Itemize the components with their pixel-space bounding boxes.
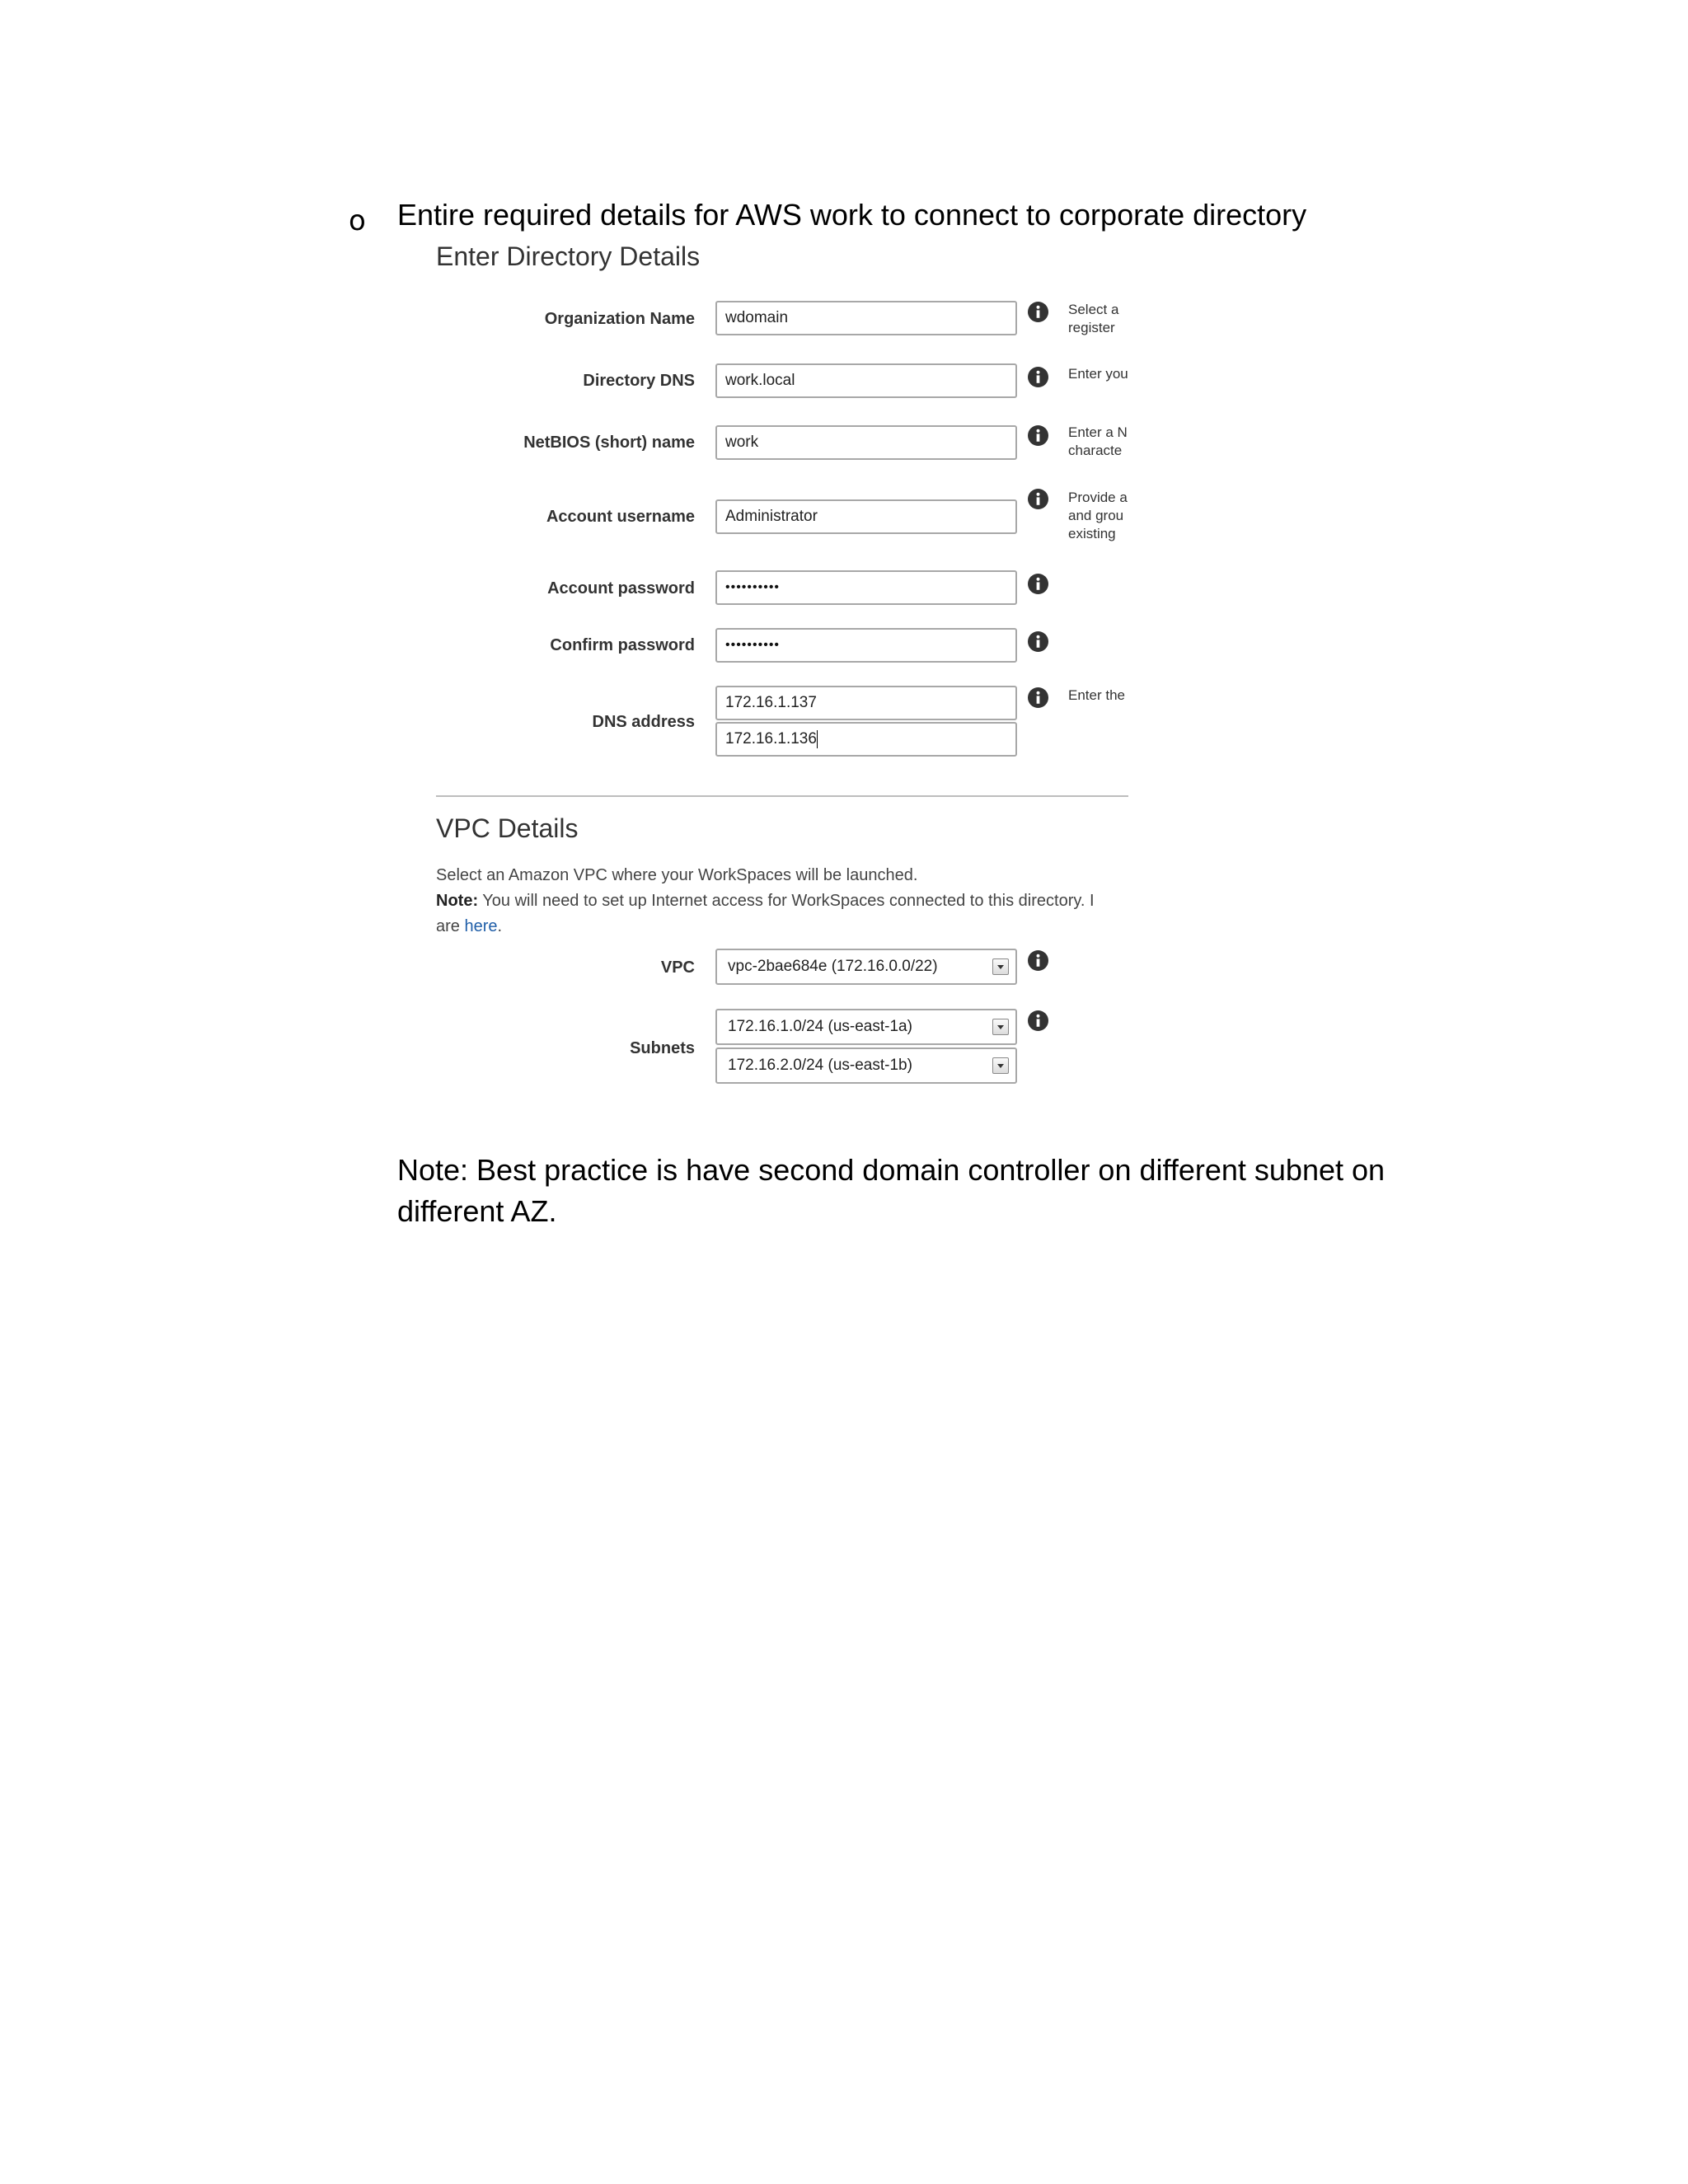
subnet-select-2[interactable] xyxy=(715,1047,1017,1084)
subnet-1-value: 172.16.1.0/24 (us-east-1a) xyxy=(728,1018,912,1035)
vpc-details-heading: VPC Details xyxy=(436,813,579,843)
dns-address-label: DNS address xyxy=(592,713,695,731)
vpc-select[interactable] xyxy=(715,949,1017,985)
here-link[interactable]: here xyxy=(464,917,498,935)
info-icon[interactable] xyxy=(1028,687,1048,708)
list-bullet: o xyxy=(349,204,366,237)
subnets-label: Subnets xyxy=(630,1039,695,1057)
dns-address-input-2[interactable] xyxy=(715,722,1017,757)
section-divider xyxy=(436,795,1128,797)
bullet-text: Entire required details for AWS work to connect to corporate directory xyxy=(397,198,1307,232)
info-icon[interactable] xyxy=(1028,489,1048,509)
netbios-help: Enter a N characte xyxy=(1068,424,1128,458)
account-username-help: Provide a and grou existing xyxy=(1068,490,1128,541)
info-icon[interactable] xyxy=(1028,574,1048,594)
account-username-input[interactable]: Administrator xyxy=(715,499,1017,534)
chevron-down-icon[interactable] xyxy=(992,1057,1009,1074)
directory-dns-input[interactable]: work.local xyxy=(715,363,1017,398)
confirm-password-label: Confirm password xyxy=(550,636,695,654)
info-icon[interactable] xyxy=(1028,302,1048,322)
vpc-period: . xyxy=(497,917,503,935)
directory-dns-help: Enter you xyxy=(1068,366,1128,382)
vpc-note-text: You will need to set up Internet access for WorkSpaces connected to this directory. I xyxy=(478,892,1095,910)
vpc-description: Select an Amazon VPC where your WorkSpaces will be launched. xyxy=(436,866,918,884)
vpc-label: VPC xyxy=(660,958,695,977)
vpc-note xyxy=(436,892,1095,911)
info-icon[interactable] xyxy=(1028,367,1048,387)
dns-address-help: Enter the xyxy=(1068,687,1125,703)
org-name-help: Select a register xyxy=(1068,302,1119,335)
info-icon[interactable] xyxy=(1028,425,1048,446)
org-name-label: Organization Name xyxy=(544,310,695,328)
account-password-input[interactable]: •••••••••• xyxy=(715,570,1017,605)
org-name-input[interactable]: wdomain xyxy=(715,301,1017,335)
best-practice-note: Note: Best practice is have second domain controller on different subnet on different AZ. xyxy=(397,1153,1386,1228)
text-caret xyxy=(817,730,818,748)
subnet-2-value: 172.16.2.0/24 (us-east-1b) xyxy=(728,1057,912,1074)
info-icon[interactable] xyxy=(1028,631,1048,652)
dns-address-input-1[interactable]: 172.16.1.137 xyxy=(715,686,1017,720)
vpc-note-label: Note: xyxy=(436,892,479,910)
directory-details-heading: Enter Directory Details xyxy=(436,241,701,271)
chevron-down-icon[interactable] xyxy=(992,1019,1009,1035)
chevron-down-icon[interactable] xyxy=(992,958,1009,975)
vpc-select-value: vpc-2bae684e (172.16.0.0/22) xyxy=(728,958,938,975)
screenshot-aws-workspaces-form xyxy=(436,235,1128,1096)
dns-address-2-value: 172.16.1.136 xyxy=(725,730,817,748)
info-icon[interactable] xyxy=(1028,950,1048,971)
netbios-label: NetBIOS (short) name xyxy=(523,434,695,452)
netbios-input[interactable]: work xyxy=(715,425,1017,460)
account-username-label: Account username xyxy=(546,508,695,526)
subnet-select-1[interactable] xyxy=(715,1009,1017,1045)
vpc-note-continued xyxy=(436,917,502,936)
info-icon[interactable] xyxy=(1028,1010,1048,1031)
confirm-password-input[interactable]: •••••••••• xyxy=(715,628,1017,663)
vpc-are-text: are xyxy=(436,917,465,935)
directory-dns-label: Directory DNS xyxy=(583,372,695,390)
account-password-label: Account password xyxy=(547,579,695,598)
